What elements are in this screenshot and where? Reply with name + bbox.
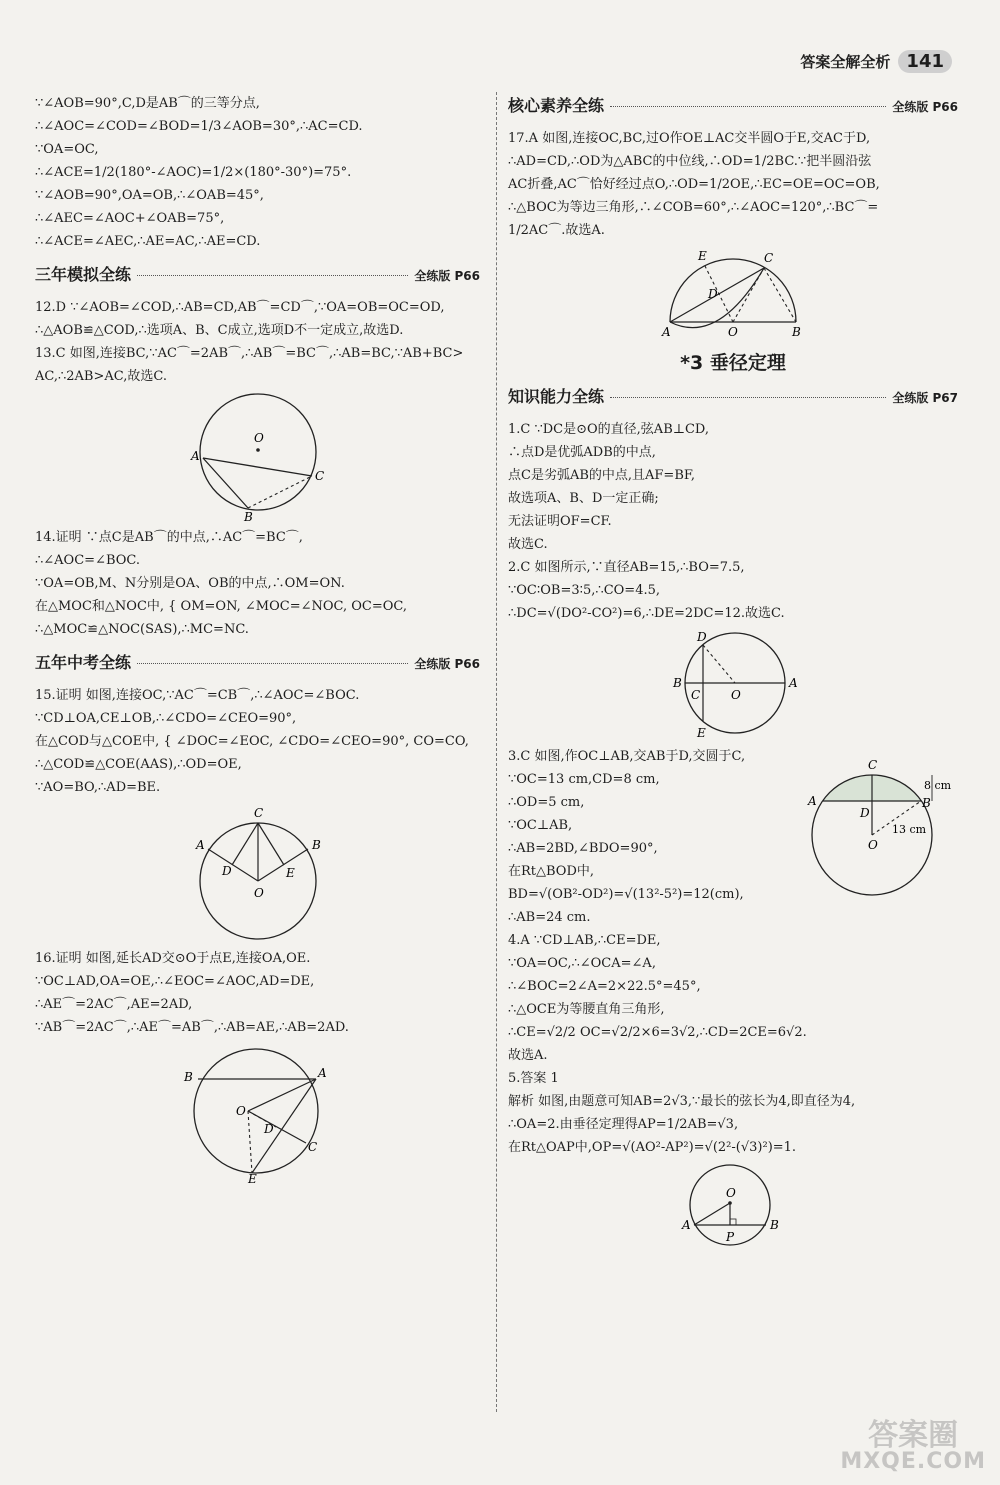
answer-1-line: ∴点D是优弧ADB的中点, xyxy=(508,445,656,460)
figure-label: O xyxy=(731,688,741,702)
answer-3-line: 在Rt△BOD中, xyxy=(508,864,595,879)
watermark-text: 答案圈 xyxy=(868,1418,959,1453)
section-header xyxy=(35,651,480,676)
figure-label: B xyxy=(243,510,253,522)
answer-17-line: ∴AD=CD,∴OD为△ABC的中位线,∴OD=1/2BC.∵把半圆沿弦 xyxy=(508,154,872,169)
text-line: ∵OA=OC, xyxy=(35,142,99,157)
figure-label: D xyxy=(697,630,707,644)
proof-14-line: 14.证明 ∵点C是AB⌒的中点,∴AC⌒=BC⌒, xyxy=(35,530,303,545)
section-header xyxy=(508,385,958,410)
watermark-url: MXQE.COM xyxy=(840,1449,986,1474)
answer-13-line: 13.C 如图,连接BC,∵AC⌒=2AB⌒,∴AB⌒=BC⌒,∴AB=BC,∵AB+BC> xyxy=(35,346,464,361)
answer-12-line: ∴△AOB≌△COD,∴选项A、B、C成立,选项D不一定成立,故选D. xyxy=(35,323,404,338)
answer-3-line: ∴OD=5 cm, xyxy=(508,795,585,810)
proof-16-line: ∴AE⌒=2AC⌒,AE=2AD, xyxy=(35,997,193,1012)
figure-label: B xyxy=(183,1070,193,1084)
figure-label: C xyxy=(868,758,878,772)
answer-3-line: BD=√(OB²-OD²)=√(13²-5²)=12(cm), xyxy=(508,887,744,902)
figure-label: B xyxy=(311,838,321,852)
figure-13-circle xyxy=(188,392,328,522)
answer-3-line: ∴AB=24 cm. xyxy=(508,910,591,925)
answer-17-line: 17.A 如图,连接OC,BC,过O作OE⊥AC交半圆O于E,交AC于D, xyxy=(508,131,871,146)
proof-15-line: ∵AO=BO,∴AD=BE. xyxy=(35,780,161,795)
section-leader xyxy=(610,397,886,398)
answer-4-line: ∴∠BOC=2∠A=2×22.5°=45°, xyxy=(508,979,701,994)
answer-5-line: ∴OA=2.由垂径定理得AP=1/2AB=√3, xyxy=(508,1117,739,1132)
proof-14-line: 在△MOC和△NOC中, { OM=ON, ∠MOC=∠NOC, OC=OC, xyxy=(35,599,408,614)
figure-label: A xyxy=(682,1218,691,1232)
figure-label: O xyxy=(728,325,738,338)
figure-label: C xyxy=(314,469,324,483)
proof-15-line: 在△COD与△COE中, { ∠DOC=∠EOC, ∠CDO=∠CEO=90°, CO=CO, xyxy=(35,734,469,749)
figure-label: E xyxy=(247,1172,257,1183)
section-leader xyxy=(137,663,408,664)
figure-label: O xyxy=(868,838,878,852)
answer-4-line: ∴CE=√2/2 OC=√2/2×6=3√2,∴CD=2CE=6√2. xyxy=(508,1025,807,1040)
answer-17-line: AC折叠,AC⌒恰好经过点O,∴OD=1/2OE,∴EC=OE=OC=OB, xyxy=(508,177,880,192)
section-ref: 全练版 P66 xyxy=(414,269,480,283)
chapter-title: *3 垂径定理 xyxy=(680,352,786,374)
answer-17-line: 1/2AC⌒.故选A. xyxy=(508,223,605,238)
intro-block xyxy=(35,92,480,253)
figure-label: C xyxy=(691,688,701,702)
figure-label: E xyxy=(697,726,706,740)
answer-3-line: ∵OC⊥AB, xyxy=(508,818,573,833)
figure-label: D xyxy=(860,806,870,820)
section-ref: 全练版 P66 xyxy=(892,100,958,114)
proof-15-line: 15.证明 如图,连接OC,∵AC⌒=CB⌒,∴∠AOC=∠BOC. xyxy=(35,688,360,703)
figure-label: B xyxy=(770,1218,779,1232)
figure-label: 8 cm xyxy=(924,779,952,792)
answer-5-line: 在Rt△OAP中,OP=√(AO²-AP²)=√(2²-(√3)²)=1. xyxy=(508,1140,797,1155)
answer-2-line: ∵OC∶OB=3∶5,∴CO=4.5, xyxy=(508,583,660,598)
figure-label: A xyxy=(808,794,817,808)
figure-label: A xyxy=(662,325,671,338)
answer-4-line: ∴△OCE为等腰直角三角形, xyxy=(508,1002,665,1017)
header-title: 答案全解全析 xyxy=(800,53,891,71)
answer-2-line: 2.C 如图所示,∵直径AB=15,∴BO=7.5, xyxy=(508,560,745,575)
answer-1-line: 点C是劣弧AB的中点,且AF=BF, xyxy=(508,468,696,483)
figure-label: B xyxy=(673,676,682,690)
proof-14-line: ∴△MOC≌△NOC(SAS),∴MC=NC. xyxy=(35,622,249,637)
section-leader xyxy=(137,275,408,276)
section-ref: 全练版 P66 xyxy=(414,657,480,671)
figure-label: D xyxy=(708,287,718,301)
text-line: ∴∠AOC=∠COD=∠BOD=1/3∠AOB=30°,∴AC=CD. xyxy=(35,119,363,134)
figure-label: C xyxy=(253,806,263,820)
answer-3-line: 3.C 如图,作OC⊥AB,交AB于D,交圆于C, xyxy=(508,749,746,764)
section-title: 五年中考全练 xyxy=(35,653,132,672)
figure-label: E xyxy=(698,249,707,263)
figure-label: D xyxy=(263,1122,274,1136)
text-line: ∴∠ACE=∠AEC,∴AE=AC,∴AE=CD. xyxy=(35,234,261,249)
answer-4-line: 4.A ∵CD⊥AB,∴CE=DE, xyxy=(508,933,661,948)
figure-label: E xyxy=(285,866,295,880)
figure-label: O xyxy=(235,1104,246,1118)
page-number: 141 xyxy=(898,50,952,73)
proof-16-line: 16.证明 如图,延长AD交⊙O于点E,连接OA,OE. xyxy=(35,951,311,966)
text-line: ∴∠AEC=∠AOC+∠OAB=75°, xyxy=(35,211,225,226)
page-header xyxy=(800,50,952,73)
proof-16-line: ∵OC⊥AD,OA=OE,∴∠EOC=∠AOC,AD=DE, xyxy=(35,974,315,989)
left-column xyxy=(35,92,480,1187)
answer-3-block xyxy=(508,745,958,929)
answer-1-line: 1.C ∵DC是⊙O的直径,弦AB⊥CD, xyxy=(508,422,710,437)
answer-2-line: ∴DC=√(DO²-CO²)=6,∴DE=2DC=12.故选C. xyxy=(508,606,785,621)
figure-label: B xyxy=(922,796,931,810)
answer-1-line: 故选项A、B、D一定正确; xyxy=(508,491,659,506)
figure-16-circle xyxy=(178,1043,338,1183)
proof-15-line: ∴△COD≌△COE(AAS),∴OD=OE, xyxy=(35,757,242,772)
figure-label: O xyxy=(253,431,264,445)
answer-3-line: ∵OC=13 cm,CD=8 cm, xyxy=(508,772,660,787)
answer-3-line: ∴AB=2BD,∠BDO=90°, xyxy=(508,841,658,856)
text-line: ∵∠AOB=90°,C,D是AB⌒的三等分点, xyxy=(35,96,260,111)
answer-5-line: 5.答案 1 xyxy=(508,1071,559,1086)
proof-16-line: ∵AB⌒=2AC⌒,∴AE⌒=AB⌒,∴AB=AE,∴AB=2AD. xyxy=(35,1020,349,1035)
figure-label: O xyxy=(726,1186,736,1200)
answer-1-line: 无法证明OF=CF. xyxy=(508,514,612,529)
section-header xyxy=(35,263,480,288)
figure-label: C xyxy=(307,1140,317,1154)
figure-15-circle xyxy=(188,803,328,943)
figure-label: A xyxy=(317,1066,327,1080)
answer-13-line: AC,∴2AB>AC,故选C. xyxy=(35,369,167,384)
figure-label: C xyxy=(764,251,774,265)
figure-2-circle xyxy=(663,629,803,741)
figure-label: B xyxy=(792,325,801,338)
answer-5-line: 解析 如图,由题意可知AB=2√3,∵最长的弦长为4,即直径为4, xyxy=(508,1094,856,1109)
text-line: ∴∠ACE=1/2(180°-∠AOC)=1/2×(180°-30°)=75°. xyxy=(35,165,352,180)
figure-label: A xyxy=(195,838,205,852)
figure-3-circle xyxy=(796,755,956,905)
right-column xyxy=(508,92,958,1253)
text-line: ∵∠AOB=90°,OA=OB,∴∠OAB=45°, xyxy=(35,188,264,203)
section-title: 三年模拟全练 xyxy=(35,265,132,284)
proof-14-line: ∴∠AOC=∠BOC. xyxy=(35,553,141,568)
figure-5-circle xyxy=(668,1163,798,1249)
proof-15-line: ∵CD⊥OA,CE⊥OB,∴∠CDO=∠CEO=90°, xyxy=(35,711,297,726)
figure-label: A xyxy=(789,676,798,690)
section-header xyxy=(508,94,958,119)
section-title: 核心素养全练 xyxy=(508,96,605,115)
figure-label: 13 cm xyxy=(892,823,927,836)
figure-label: O xyxy=(253,886,264,900)
proof-14-line: ∵OA=OB,M、N分别是OA、OB的中点,∴OM=ON. xyxy=(35,576,345,591)
watermark-logo xyxy=(840,1418,986,1474)
section-ref: 全练版 P67 xyxy=(892,391,958,405)
figure-label: A xyxy=(190,449,200,463)
answer-17-line: ∴△BOC为等边三角形,∴∠COB=60°,∴∠AOC=120°,∴BC⌒= xyxy=(508,200,879,215)
figure-17-semicircle xyxy=(658,246,808,338)
answer-12-line: 12.D ∵∠AOB=∠COD,∴AB=CD,AB⌒=CD⌒,∵OA=OB=OC=OD, xyxy=(35,300,445,315)
figure-label: P xyxy=(726,1230,735,1244)
answer-1-line: 故选C. xyxy=(508,537,548,552)
answer-4-line: ∵OA=OC,∴∠OCA=∠A, xyxy=(508,956,656,971)
column-divider xyxy=(496,92,497,1412)
section-title: 知识能力全练 xyxy=(508,387,605,406)
figure-label: D xyxy=(221,864,232,878)
answer-4-line: 故选A. xyxy=(508,1048,548,1063)
section-leader xyxy=(610,106,886,107)
